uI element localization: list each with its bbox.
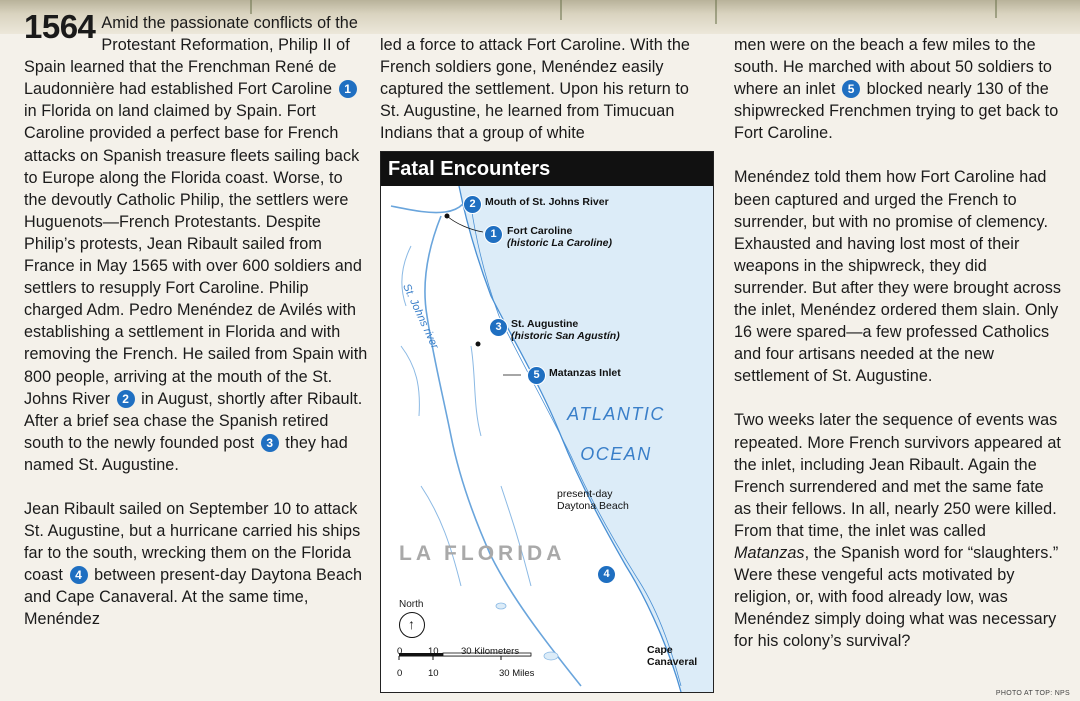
tributary bbox=[421, 486, 461, 586]
grass-decoration bbox=[995, 0, 997, 18]
scale-mi-0: 0 bbox=[397, 668, 403, 679]
paragraph-1 bbox=[24, 8, 369, 476]
scale-km-0: 0 bbox=[397, 646, 403, 657]
label-ocean-ocean: OCEAN bbox=[580, 444, 652, 464]
grass-decoration bbox=[715, 0, 717, 24]
north-arrow-icon: ↑ bbox=[399, 612, 425, 638]
text-run: men were on the beach a few miles to the south. He marched with about 50 soldiers to where an inlet bbox=[734, 36, 1052, 99]
text-run: Jean Ribault sailed on September 10 to attack St. Augustine, but a hurricane carried his ships far to the south, wrecking them on the Florida coast bbox=[24, 499, 361, 585]
st-augustine-dot bbox=[476, 342, 481, 347]
label-fort-caroline bbox=[507, 225, 612, 249]
lake bbox=[544, 652, 558, 660]
label-st-augustine bbox=[511, 318, 620, 342]
label-ocean-atlantic: ATLANTIC bbox=[567, 404, 665, 424]
map-marker-3: 3 bbox=[489, 318, 508, 337]
paragraph-4 bbox=[734, 34, 1064, 144]
scale-km-10: 10 bbox=[428, 646, 439, 657]
text-run: Two weeks later the sequence of events was repeated. More French survivors appeared at the inlet, including Jean Ribault. Again the French surrendered and met the same fate as their fellows. In all, nearly 250 were killed. From that time, the inlet was called bbox=[734, 411, 1061, 540]
article-column-2 bbox=[380, 34, 710, 166]
paragraph-6 bbox=[734, 409, 1064, 652]
label-text: present-day bbox=[557, 488, 613, 500]
marker-4-badge: 4 bbox=[70, 566, 88, 584]
text-run: between present-day Daytona Beach and Cape Canaveral. At the same time, Menéndez bbox=[24, 566, 363, 629]
tributary bbox=[501, 486, 531, 586]
label-daytona bbox=[557, 488, 629, 512]
label-river: St. Johns river bbox=[400, 282, 441, 351]
map-marker-1: 1 bbox=[484, 225, 503, 244]
label-text: Cape bbox=[647, 644, 673, 656]
river-mouth bbox=[391, 204, 463, 213]
tributary bbox=[471, 346, 481, 436]
label-text: St. Augustine bbox=[511, 318, 579, 330]
ocean-area bbox=[459, 186, 713, 692]
label-subtext: (historic San Agustín) bbox=[511, 330, 620, 342]
label-text: Canaveral bbox=[647, 656, 698, 668]
label-text: Daytona Beach bbox=[557, 500, 629, 512]
label-la-florida: LA FLORIDA bbox=[399, 542, 566, 565]
lake bbox=[496, 603, 506, 609]
label-text: Fort Caroline bbox=[507, 225, 573, 237]
text-run: in Florida on land claimed by Spain. Fort Caroline provided a perfect base for French attacks on Spanish treasure fleets sailing back to Europe along the Florida coast. Worse, to the devoutly Catholic Philip, the settlers were Huguenots—French Protestants. Despite Philip’s protests, Jean Ribault sailed from France in May 1565 with over 600 soldiers and settlers to resupply Fort Caroline. Philip charged Adm. Pedro Menéndez de Avilés with establishing a settlement in Florida and with removing the French. He sailed from Spain with 800 people, arriving at the mouth of the St. Johns River bbox=[24, 102, 368, 408]
north-label: North bbox=[399, 599, 424, 610]
map-title: Fatal Encounters bbox=[381, 152, 713, 186]
map-marker-4: 4 bbox=[597, 565, 616, 584]
map-marker-2: 2 bbox=[463, 195, 482, 214]
text-run: in August, shortly after Ribault. After a brief sea chase the Spanish retired south to the newly founded post bbox=[24, 389, 363, 452]
map-fatal-encounters bbox=[380, 151, 714, 693]
label-subtext: (historic La Caroline) bbox=[507, 237, 613, 249]
label-cape-canaveral bbox=[647, 644, 697, 668]
paragraph-3: led a force to attack Fort Caroline. With the French soldiers gone, Menéndez easily captured the settlement. Upon his return to St. Augustine, he learned from Timucuan Indians that a group of white bbox=[380, 36, 690, 143]
marker-1-badge: 1 bbox=[339, 80, 357, 98]
article-column-1 bbox=[24, 8, 369, 653]
paragraph-2 bbox=[24, 498, 369, 631]
marker-3-badge: 3 bbox=[261, 434, 279, 452]
label-matanzas-inlet: Matanzas Inlet bbox=[549, 367, 621, 379]
emphasis-text: Matanzas bbox=[734, 543, 805, 562]
photo-credit: PHOTO AT TOP: NPS bbox=[995, 690, 1070, 697]
map-marker-5: 5 bbox=[527, 366, 546, 385]
text-run: blocked nearly 130 of the shipwrecked Frenchmen trying to get back to Fort Caroline. bbox=[734, 80, 1059, 143]
article-column-3 bbox=[734, 34, 1064, 674]
marker-5-badge: 5 bbox=[842, 80, 860, 98]
label-mouth-st-johns: Mouth of St. Johns River bbox=[485, 196, 609, 208]
text-run: Amid the passionate conflicts of the Protestant Reformation, Philip II of Spain learned that the Frenchman René de Laudonnière had established Fort Caroline bbox=[24, 14, 358, 99]
grass-decoration bbox=[560, 0, 562, 20]
tributary bbox=[401, 346, 419, 416]
year-heading: 1564 bbox=[24, 8, 96, 45]
text-run: they had named St. Augustine. bbox=[24, 433, 348, 474]
text-run: , the Spanish word for “slaughters.” Were these vengeful acts motivated by religion, or, with food already low, was Menéndez simply doing what was necessary for his colony’s survival? bbox=[734, 543, 1059, 651]
scale-km-30: 30 Kilometers bbox=[461, 646, 520, 657]
scale-mi-10: 10 bbox=[428, 668, 439, 679]
scale-mi-30: 30 Miles bbox=[499, 668, 535, 679]
marker-2-badge: 2 bbox=[117, 390, 135, 408]
paragraph-5: Menéndez told them how Fort Caroline had been captured and urged the French to surrender, but with no promise of clemency. Exhausted and having lost most of their weapons in the shipwreck, they did surrender. But after they were brought across the inlet, Menéndez ordered them slain. Only 16 were spared—a few professed Catholics and four artisans needed at the new settlement of St. Augustine. bbox=[734, 168, 1062, 386]
map-graphic bbox=[381, 186, 713, 692]
